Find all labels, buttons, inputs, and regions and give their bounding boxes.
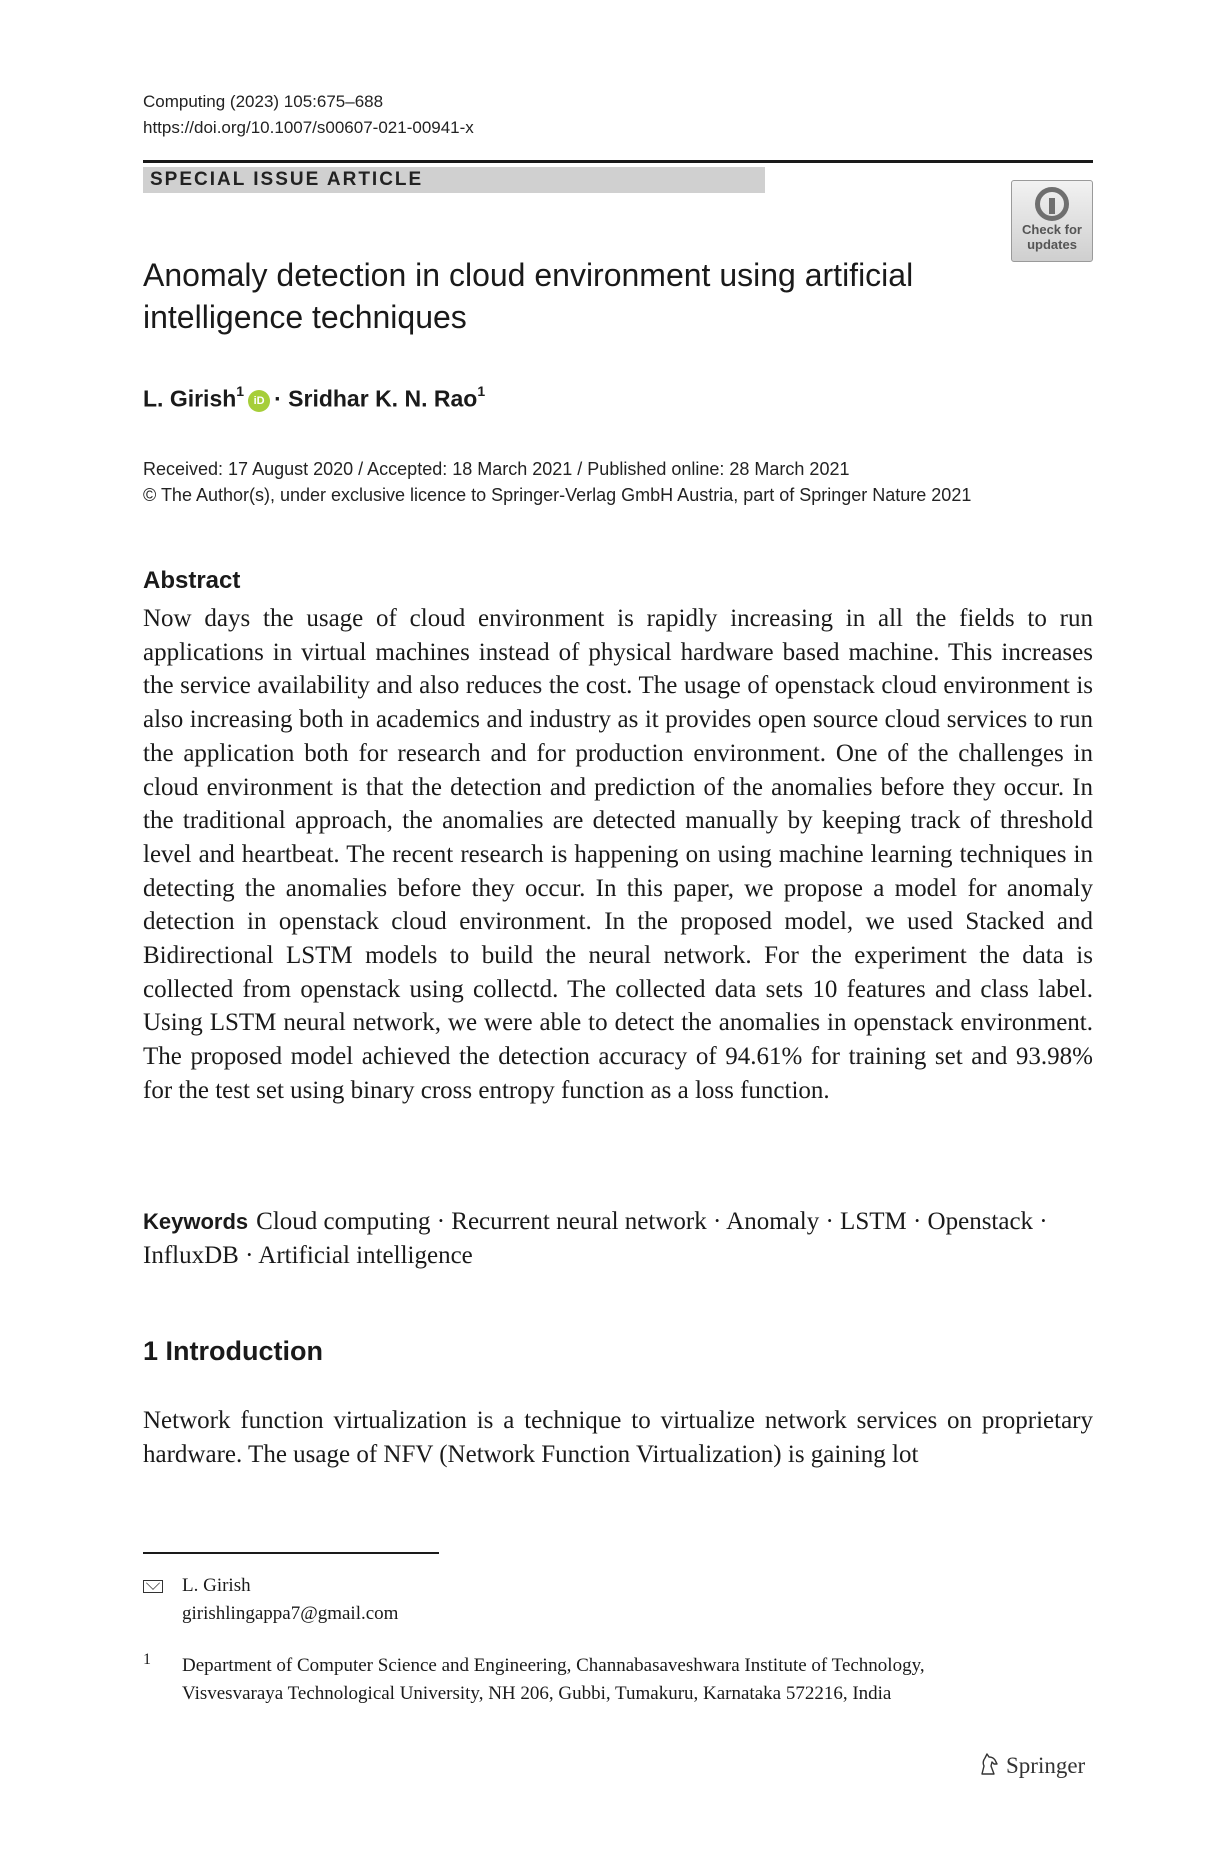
journal-citation: Computing (2023) 105:675–688 — [143, 92, 384, 111]
section-label: SPECIAL ISSUE ARTICLE — [150, 169, 424, 190]
publication-info — [143, 456, 971, 508]
orcid-icon[interactable]: iD — [248, 390, 270, 412]
badge-line-1: Check for — [1022, 222, 1082, 237]
affiliation-line: Visvesvaraya Technological University, NH 206, Gubbi, Tumakuru, Karnataka 572216, India — [182, 1683, 892, 1704]
footnote-rule — [143, 1552, 439, 1554]
author-separator: · — [274, 385, 282, 412]
introduction-text: Network function virtualization is a technique to virtualize network services on proprietary hardware. The usage of NFV (Network Function Virtualization) is gaining lot — [143, 1407, 1093, 1468]
affiliation-number: 1 — [143, 1651, 151, 1668]
publisher-name: Springer — [1006, 1753, 1086, 1778]
corresponding-name: L. Girish — [182, 1575, 251, 1596]
abstract-text: Now days the usage of cloud environment is rapidly increasing in all the fields to run applications in virtual machines instead of physical hardware based machine. This increases the service availability and also reduces the cost. The usage of openstack cloud environment is also increasing both in academics and industry as it provides open source cloud services to run the application both for research and for production environment. One of the challenges in cloud environment is that the detection and prediction of the anomalies before they occur. In the traditional approach, the anomalies are detected manually by keeping track of threshold level and heartbeat. The recent research is happening on using machine learning techniques in detecting the anomalies before they occur. In this paper, we propose a model for anomaly detection in openstack cloud environment. In the proposed model, we used Stacked and Bidirectional LSTM models to build the neural network. For the experiment the data is collected from openstack using collectd. The collected data sets 10 features and class label. Using LSTM neural network, we were able to detect the anomalies in openstack environment. The proposed model achieved the detection accuracy of 94.61% for training set and 93.98% for the test set using binary cross entropy function as a loss function. — [143, 605, 1093, 1104]
header-rule — [143, 160, 1093, 163]
article-title: Anomaly detection in cloud environment using artificial intelligence techniques — [143, 257, 914, 335]
affiliation — [182, 1652, 1082, 1708]
affiliation-line: Department of Computer Science and Engineering, Channabasaveshwara Institute of Technology, — [182, 1655, 925, 1676]
envelope-icon — [143, 1580, 163, 1593]
keywords — [143, 1205, 1093, 1273]
dates-line: Received: 17 August 2020 / Accepted: 18 March 2021 / Published online: 28 March 2021 — [143, 459, 850, 479]
author-list — [143, 385, 485, 413]
copyright-line: © The Author(s), under exclusive licence to Springer-Verlag GmbH Austria, part of Springer Nature 2021 — [143, 485, 972, 505]
check-for-updates-icon[interactable] — [1011, 180, 1093, 262]
keywords-label: Keywords — [143, 1209, 249, 1234]
corresponding-author — [182, 1572, 398, 1628]
affiliation-marker: 1 — [236, 383, 245, 399]
badge-line-2: updates — [1027, 237, 1077, 252]
author-name[interactable]: Sridhar K. N. Rao — [288, 385, 478, 412]
section-heading: 1 Introduction — [143, 1336, 323, 1366]
keywords-text: Cloud computing · Recurrent neural network · Anomaly · LSTM · Openstack · InfluxDB · Artificial intelligence — [143, 1208, 1048, 1269]
springer-horse-icon — [978, 1752, 1000, 1776]
publisher-logo — [978, 1752, 1085, 1779]
corresponding-email[interactable]: girishlingappa7@gmail.com — [182, 1603, 399, 1624]
abstract-heading: Abstract — [143, 567, 241, 594]
doi-link[interactable]: https://doi.org/10.1007/s00607-021-00941-x — [143, 118, 474, 137]
affiliation-marker: 1 — [477, 383, 486, 399]
author-name[interactable]: L. Girish — [143, 385, 237, 412]
crossmark-ring-icon — [1035, 187, 1069, 221]
